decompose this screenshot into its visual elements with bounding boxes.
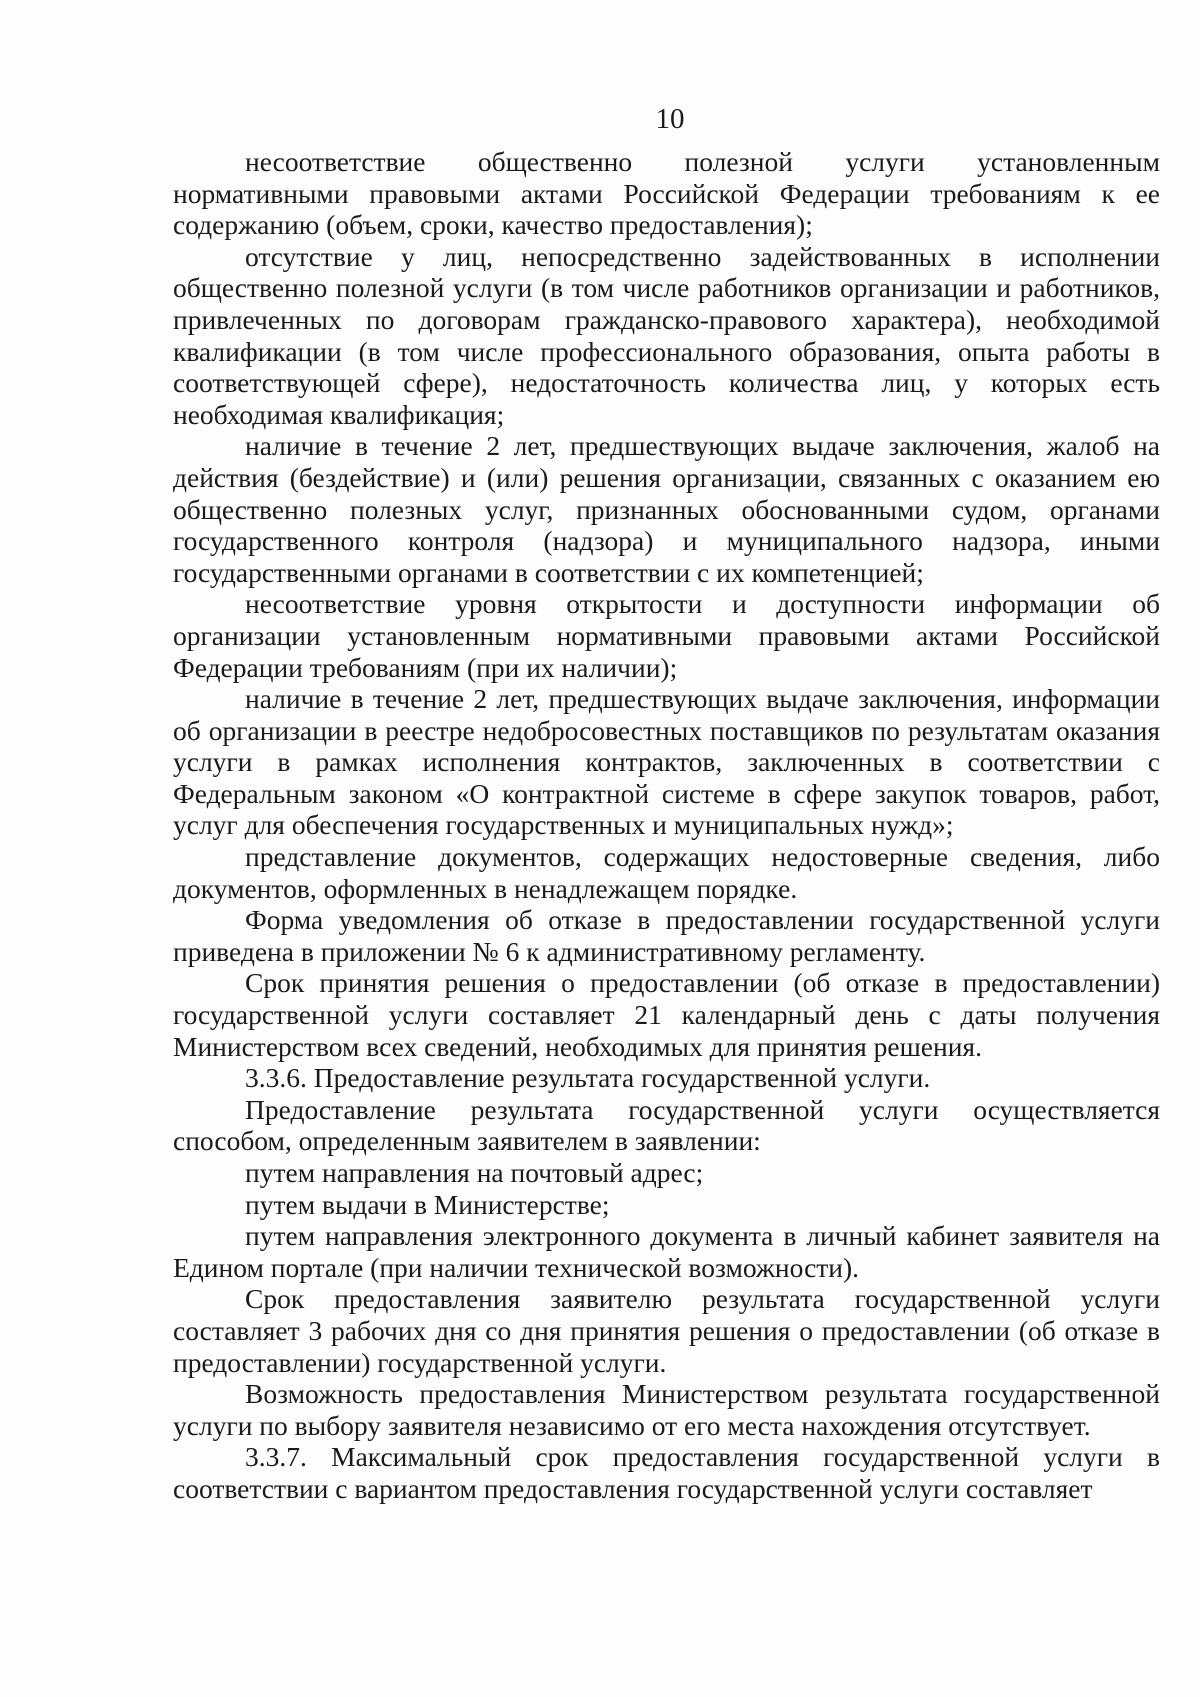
paragraph-6: представление документов, содержащих недостоверные сведения, либо документов, оформленных в ненадлежащем порядке. bbox=[173, 841, 1160, 904]
paragraph-15: Возможность предоставления Министерством результата государственной услуги по выбору заявителя независимо от его места нахождения отсутствует. bbox=[173, 1378, 1160, 1441]
paragraph-7: Форма уведомления об отказе в предоставлении государственной услуги приведена в приложении № 6 к административному регламенту. bbox=[173, 904, 1160, 967]
page-number: 10 bbox=[655, 103, 685, 135]
paragraph-10: Предоставление результата государственной услуги осуществляется способом, определенным заявителем в заявлении: bbox=[173, 1093, 1160, 1157]
paragraph-4: несоответствие уровня открытости и доступности информации об организации установленным нормативными правовыми актами Российской Федерации требованиям (при их наличии); bbox=[173, 588, 1160, 683]
paragraph-8: Срок принятия решения о предоставлении (об отказе в предоставлении) государственной услуги составляет 21 календарный день с даты получения Министерством всех сведений, необходимых для принятия решения. bbox=[173, 967, 1160, 1062]
paragraph-12: путем выдачи в Министерстве; bbox=[245, 1188, 610, 1220]
paragraph-13: путем направления электронного документа в личный кабинет заявителя на Едином портале (при наличии технической возможности). bbox=[173, 1220, 1160, 1283]
paragraph-9: 3.3.6. Предоставление результата государственной услуги. bbox=[245, 1062, 931, 1094]
paragraph-14: Срок предоставления заявителю результата государственной услуги составляет 3 рабочих дня со дня принятия решения о предоставлении (об отказе в предоставлении) государственной услуги. bbox=[173, 1283, 1160, 1378]
paragraph-16: 3.3.7. Максимальный срок предоставления государственной услуги в соответствии с вариантом предоставления государственной услуги составляет bbox=[173, 1441, 1160, 1504]
paragraph-1: несоответствие общественно полезной услуги установленным нормативными правовыми актами Российской Федерации требованиям к ее содержанию (объем, сроки, качество предоставления); bbox=[173, 146, 1160, 241]
paragraph-3: наличие в течение 2 лет, предшествующих выдаче заключения, жалоб на действия (бездействие) и (или) решения организации, связанных с оказанием ею общественно полезных услуг, признанных обоснованными судом, органами государственного контроля (надзора) и муниципального надзора, иными государственными органами в соответствии с их компетенцией; bbox=[173, 430, 1160, 588]
paragraph-11: путем направления на почтовый адрес; bbox=[245, 1157, 704, 1188]
document-body bbox=[173, 146, 1160, 1505]
paragraph-5: наличие в течение 2 лет, предшествующих выдаче заключения, информации об организации в реестре недобросовестных поставщиков по результатам оказания услуги в рамках исполнения контрактов, заключенных в соответствии с Федеральным законом «О контрактной системе в сфере закупок товаров, работ, услуг для обеспечения государственных и муниципальных нужд»; bbox=[173, 683, 1160, 841]
paragraph-2: отсутствие у лиц, непосредственно задействованных в исполнении общественно полезной услуги (в том числе работников организации и работников, привлеченных по договорам гражданско-правового характера), необходимой квалификации (в том числе профессионального образования, опыта работы в соответствующей сфере), недостаточность количества лиц, у которых есть необходимая квалификация; bbox=[173, 240, 1160, 430]
